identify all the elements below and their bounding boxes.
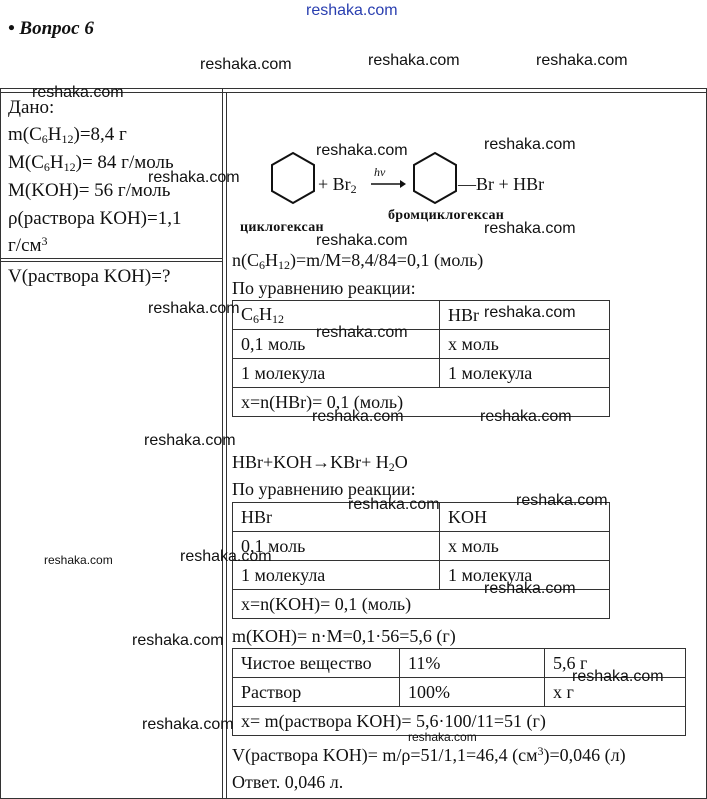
- reaction-plus-br2: + $Br_2$: [318, 174, 357, 196]
- watermark: reshaka.com: [316, 232, 408, 249]
- watermark: reshaka.com: [148, 300, 240, 317]
- watermark: reshaka.com: [306, 2, 398, 19]
- moles-calculation: $n(C_6H_{12})=m/M=8,4/84=0,1$ (моль): [232, 250, 484, 272]
- answer: Ответ. 0,046 л.: [232, 772, 344, 792]
- mass-koh: m(KOH)= n·M=0,1·56=5,6 (г): [232, 626, 456, 646]
- watermark: reshaka.com: [44, 553, 113, 567]
- table-result: x=n(KOH)= 0,1 (моль): [233, 590, 610, 619]
- table-cell: x моль: [440, 330, 610, 359]
- table-row: [233, 330, 610, 359]
- reaction-arrow: [370, 178, 406, 190]
- table-cell: 5,6 г: [545, 649, 686, 678]
- watermark: reshaka.com: [484, 220, 576, 237]
- watermark: reshaka.com: [32, 84, 124, 101]
- given-divider: [0, 258, 223, 259]
- table-cell: 1 молекула: [233, 561, 440, 590]
- volume-calculation: V(раствора KOH)= m/ρ=51/1,1=46,4 $(см^3)=0,046$ (л): [232, 744, 626, 765]
- table-cell: $C_6H_{12}$: [233, 301, 440, 330]
- table-row: [233, 532, 610, 561]
- table-cell: Раствор: [233, 678, 400, 707]
- table-cell: 11%: [400, 649, 545, 678]
- watermark: reshaka.com: [484, 136, 576, 153]
- given-density: ρ(раствора KOH)=1,1: [8, 208, 182, 229]
- watermark: reshaka.com: [312, 408, 404, 425]
- table-row: [233, 359, 610, 388]
- reaction-2: $HBr+KOH\to KBr+ H_2O$: [232, 452, 408, 474]
- table-result: x= m(раствора KOH)= 5,6·100/11=51 (г): [233, 707, 686, 736]
- table-cell: KOH: [440, 503, 610, 532]
- given-heading: Дано:: [8, 97, 55, 118]
- given-divider-2: [0, 261, 223, 262]
- watermark: reshaka.com: [348, 496, 440, 513]
- watermark: reshaka.com: [516, 492, 608, 509]
- watermark: reshaka.com: [132, 632, 224, 649]
- given-molar-mass-koh: M(KOH)= 56 г/моль: [8, 180, 171, 201]
- watermark: reshaka.com: [200, 56, 292, 73]
- table-cell: 100%: [400, 678, 545, 707]
- given-density-unit: $г/см^3$: [8, 234, 48, 256]
- table-cell: 1 молекула: [440, 561, 610, 590]
- table-cell: HBr: [233, 503, 440, 532]
- table-cell: HBr: [440, 301, 610, 330]
- watermark: reshaka.com: [148, 169, 240, 186]
- bromocyclohexane-ring: [410, 150, 460, 206]
- watermark: reshaka.com: [480, 408, 572, 425]
- table-cell: Чистое вещество: [233, 649, 400, 678]
- reaction-products: —Br + HBr: [458, 174, 545, 194]
- watermark: reshaka.com: [484, 580, 576, 597]
- given-mass: $m(C_6H_{12})=8,4$ г: [8, 124, 127, 146]
- watermark: reshaka.com: [144, 432, 236, 449]
- watermark: reshaka.com: [408, 730, 477, 744]
- watermark: reshaka.com: [536, 52, 628, 69]
- table-cell: 0,1 моль: [233, 330, 440, 359]
- cyclohexane-label: циклогексан: [240, 220, 324, 235]
- table-cell: x моль: [440, 532, 610, 561]
- watermark: reshaka.com: [484, 304, 576, 321]
- table-cell: 1 молекула: [233, 359, 440, 388]
- watermark: reshaka.com: [180, 548, 272, 565]
- cyclohexane-ring: [268, 150, 318, 206]
- watermark: reshaka.com: [572, 668, 664, 685]
- percentage-table: [232, 648, 686, 736]
- table-cell: x г: [545, 678, 686, 707]
- find-value: V(раствора KOH)=?: [8, 266, 171, 287]
- bromocyclohexane-label: бромциклогексан: [388, 208, 505, 223]
- hv-label: hv: [374, 165, 386, 179]
- question-title: • Вопрос 6: [8, 18, 94, 39]
- by-equation-1: По уравнению реакции:: [232, 278, 416, 298]
- given-molar-mass: $M(C_6H_{12})= 84$ г/моль: [8, 152, 174, 174]
- watermark: reshaka.com: [368, 52, 460, 69]
- table-cell: 0,1 моль: [233, 532, 440, 561]
- table-cell: 1 молекула: [440, 359, 610, 388]
- watermark: reshaka.com: [142, 716, 234, 733]
- watermark: reshaka.com: [316, 142, 408, 159]
- proportion-table-2: [232, 502, 610, 619]
- watermark: reshaka.com: [316, 324, 408, 341]
- by-equation-2: По уравнению реакции:: [232, 479, 416, 499]
- table-result: x=n(HBr)= 0,1 (моль): [233, 388, 610, 417]
